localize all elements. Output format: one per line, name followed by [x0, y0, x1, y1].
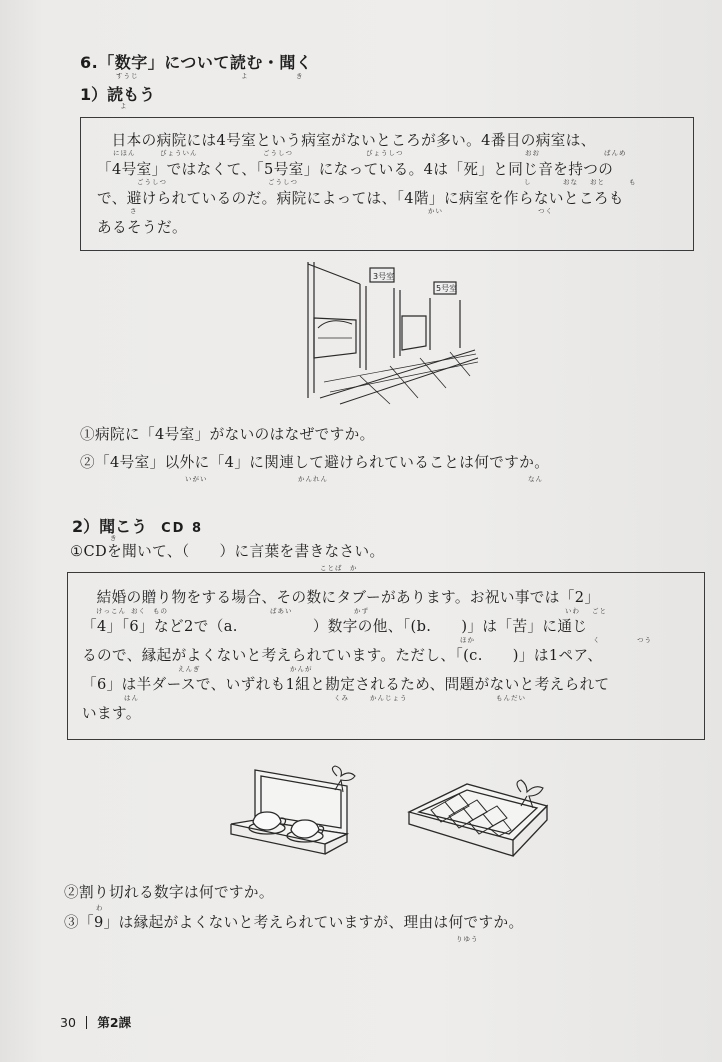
room-sign-3: 3号室 — [373, 272, 395, 281]
furigana: も — [629, 178, 637, 186]
teacup-gift-box-illustration — [225, 764, 365, 856]
listening-line: るので、縁起がよくないと考えられています。ただし、「(c. )」は1ペア、 — [82, 647, 603, 664]
reading-line: あるそうだ。 — [97, 219, 187, 236]
furigana: びょういん — [160, 149, 198, 157]
furigana: ばんめ — [604, 149, 627, 157]
listening-question-2: ②割り切れる数字は何ですか。 — [64, 884, 274, 901]
page-footer — [60, 1013, 131, 1031]
furigana: もの — [153, 607, 168, 615]
furigana: なん — [528, 475, 543, 483]
furigana: き — [296, 72, 304, 80]
reading-line: で、避けられているのだ。病院によっては、「4階」に病室を作らないところも — [97, 190, 624, 207]
furigana: りゆう — [456, 935, 479, 943]
room-sign-5: 5号室 — [436, 284, 458, 293]
furigana: さ — [130, 207, 138, 215]
furigana: ごうしつ — [137, 178, 167, 186]
furigana: くみ — [334, 694, 349, 702]
lesson-label: 第2課 — [97, 1015, 132, 1030]
furigana: ことば か — [320, 564, 358, 572]
reading-question-2: ②「4号室」以外に「4」に関連して避けられていることは何ですか。 — [80, 454, 550, 471]
listening-passage-box — [67, 572, 705, 740]
furigana: びょうしつ — [366, 149, 404, 157]
reading-question-1: ①病院に「4号室」がないのはなぜですか。 — [80, 426, 375, 443]
furigana: すうじ — [116, 72, 139, 80]
furigana: おと — [590, 178, 605, 186]
furigana: ごうしつ — [268, 178, 298, 186]
listening-heading-text: 2）聞こう — [72, 517, 148, 536]
furigana: えんぎ — [178, 665, 201, 673]
furigana: おく — [131, 607, 146, 615]
listening-line: 結婚の贈り物をする場合、その数にタブーがあります。お祝い事では「2」 — [96, 589, 600, 606]
cd-track-label: CD 8 — [161, 521, 204, 536]
furigana: つう — [637, 636, 652, 644]
furigana: いわ — [565, 607, 580, 615]
reading-line: 日本の病院には4号室という病室がないところが多い。4番目の病室は、 — [111, 132, 596, 149]
furigana: く — [593, 636, 601, 644]
furigana: にほん — [113, 149, 136, 157]
furigana: おお — [525, 149, 540, 157]
reading-heading: 1）読もう — [80, 85, 156, 104]
furigana: ごうしつ — [263, 149, 293, 157]
furigana: けっこん — [96, 607, 126, 615]
furigana: かんが — [290, 665, 313, 673]
listening-question-3: ③「9」は縁起がよくないと考えられていますが、理由は何ですか。 — [64, 914, 524, 931]
listening-heading — [72, 514, 203, 537]
reading-line: 「4号室」ではなくて、「5号室」になっている。4は「死」と同じ音を持つの — [97, 161, 614, 178]
furigana: ほか — [460, 636, 475, 644]
furigana: もんだい — [496, 694, 526, 702]
listening-line: います。 — [82, 705, 141, 722]
furigana: かず — [354, 607, 369, 615]
furigana: かんじょう — [370, 694, 408, 702]
furigana: わ — [96, 904, 104, 912]
page-number: 30 — [60, 1015, 76, 1030]
sweets-gift-box-illustration — [405, 774, 555, 862]
furigana: つく — [538, 207, 553, 215]
footer-divider — [86, 1016, 88, 1029]
furigana: おな — [563, 178, 578, 186]
hospital-corridor-illustration — [300, 258, 482, 406]
furigana: よ — [120, 102, 128, 110]
furigana: ばあい — [270, 607, 293, 615]
listening-line: 「4」「6」など2で（a. ）数字の他、「(b. )」は「苦」に通じ — [82, 618, 588, 635]
section-title: 6.「数字」について読む・聞く — [80, 53, 313, 72]
furigana: はん — [124, 694, 139, 702]
furigana: し — [524, 178, 532, 186]
furigana: かい — [428, 207, 443, 215]
furigana: かんれん — [298, 475, 328, 483]
listening-line: 「6」は半ダースで、いずれも1組と勘定されるため、問題がないと考えられて — [82, 676, 610, 693]
furigana: き — [110, 534, 118, 542]
furigana: ごと — [592, 607, 607, 615]
furigana: いがい — [185, 475, 208, 483]
furigana: よ — [241, 72, 249, 80]
listening-instruction: ①CDを聞いて、（ ）に言葉を書きなさい。 — [70, 543, 385, 560]
